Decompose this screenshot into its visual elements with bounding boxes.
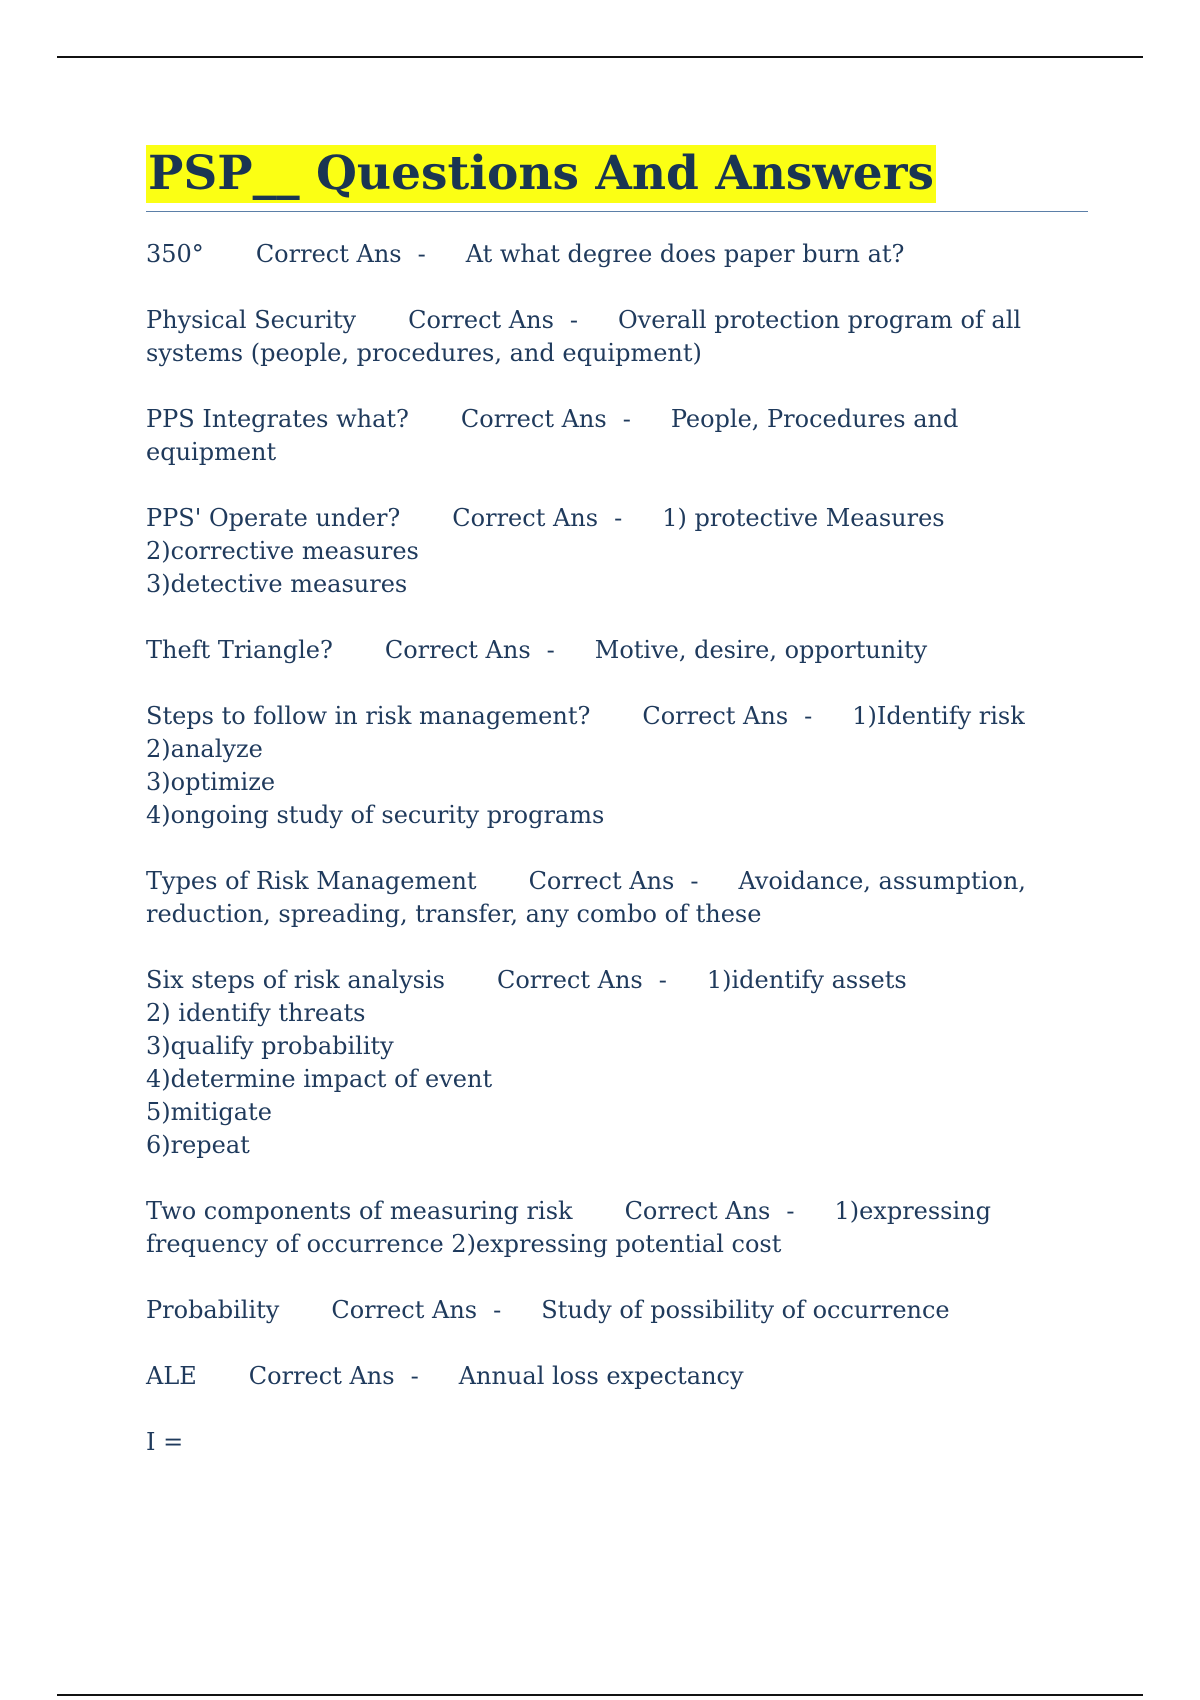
correct-ans-label: Correct Ans	[496, 966, 643, 994]
answer-separator: -	[546, 636, 555, 664]
answer-text: Study of possibility of occurrence	[541, 1296, 950, 1324]
qa-item	[146, 1294, 1088, 1327]
answer-separator: -	[569, 306, 578, 334]
answer-continuation-line: 3)qualify probability	[146, 1032, 394, 1060]
answer-separator: -	[493, 1296, 502, 1324]
qa-list	[146, 238, 1088, 1393]
correct-ans-label: Correct Ans	[331, 1296, 478, 1324]
qa-item	[146, 1360, 1088, 1393]
qa-item	[146, 865, 1088, 931]
question-text: 350°	[146, 240, 204, 268]
answer-continuation-line: 2)corrective measures	[146, 537, 419, 565]
question-text: Two components of measuring risk	[146, 1197, 573, 1225]
correct-ans-label: Correct Ans	[452, 504, 599, 532]
page-top-rule	[57, 56, 1143, 58]
question-text: Six steps of risk analysis	[146, 966, 445, 994]
answer-text: 1)identify assets	[706, 966, 907, 994]
answer-continuation-line: 6)repeat	[146, 1131, 250, 1159]
qa-item	[146, 238, 1088, 271]
question-text: ALE	[146, 1362, 197, 1390]
correct-ans-label: Correct Ans	[460, 405, 607, 433]
qa-item	[146, 502, 1088, 601]
answer-separator: -	[614, 504, 623, 532]
qa-item	[146, 1195, 1088, 1261]
answer-continuation-line: 2) identify threats	[146, 999, 366, 1027]
question-text: Types of Risk Management	[146, 867, 477, 895]
answer-text: 1)Identify risk	[852, 702, 1025, 730]
qa-item	[146, 634, 1088, 667]
answer-continuation-line: 4)determine impact of event	[146, 1065, 493, 1093]
question-text: Physical Security	[146, 306, 357, 334]
answer-continuation-line: 2)analyze	[146, 735, 263, 763]
correct-ans-label: Correct Ans	[248, 1362, 395, 1390]
answer-separator: -	[622, 405, 631, 433]
answer-text: Motive, desire, opportunity	[594, 636, 928, 664]
answer-continuation-line: 5)mitigate	[146, 1098, 272, 1126]
question-text: Probability	[146, 1296, 280, 1324]
correct-ans-label: Correct Ans	[384, 636, 531, 664]
answer-continuation-line: 3)detective measures	[146, 570, 408, 598]
title-block	[146, 145, 1088, 212]
correct-ans-label: Correct Ans	[624, 1197, 771, 1225]
qa-item	[146, 403, 1088, 469]
answer-separator: -	[658, 966, 667, 994]
question-text: Steps to follow in risk management?	[146, 702, 591, 730]
correct-ans-label: Correct Ans	[642, 702, 789, 730]
answer-continuation-line: systems (people, procedures, and equipment)	[146, 339, 702, 367]
answer-continuation-line: 4)ongoing study of security programs	[146, 801, 605, 829]
answer-text: Avoidance, assumption,	[738, 867, 1026, 895]
qa-item	[146, 964, 1088, 1162]
answer-text: 1) protective Measures	[662, 504, 945, 532]
answer-continuation-line: reduction, spreading, transfer, any combo of these	[146, 900, 762, 928]
qa-item	[146, 304, 1088, 370]
page-title: PSP__ Questions And Answers	[148, 146, 934, 201]
answer-continuation-line: 3)optimize	[146, 768, 276, 796]
answer-text: Overall protection program of all	[618, 306, 1022, 334]
document-body	[146, 145, 1088, 1459]
question-text: Theft Triangle?	[146, 636, 333, 664]
question-text: PPS' Operate under?	[146, 504, 401, 532]
answer-text: 1)expressing	[834, 1197, 991, 1225]
answer-separator: -	[786, 1197, 795, 1225]
correct-ans-label: Correct Ans	[255, 240, 402, 268]
answer-text: People, Procedures and equipment	[146, 405, 966, 466]
answer-separator: -	[417, 240, 426, 268]
answer-text: Annual loss expectancy	[458, 1362, 744, 1390]
page-bottom-rule	[57, 1694, 1143, 1696]
trailing-text: I =	[146, 1428, 184, 1456]
answer-separator: -	[690, 867, 699, 895]
answer-continuation-line: frequency of occurrence 2)expressing potential cost	[146, 1230, 782, 1258]
correct-ans-label: Correct Ans	[408, 306, 554, 334]
correct-ans-label: Correct Ans	[528, 867, 675, 895]
question-text: PPS Integrates what?	[146, 405, 409, 433]
answer-text: At what degree does paper burn at?	[465, 240, 905, 268]
qa-item	[146, 700, 1088, 832]
answer-separator: -	[410, 1362, 419, 1390]
answer-separator: -	[804, 702, 813, 730]
